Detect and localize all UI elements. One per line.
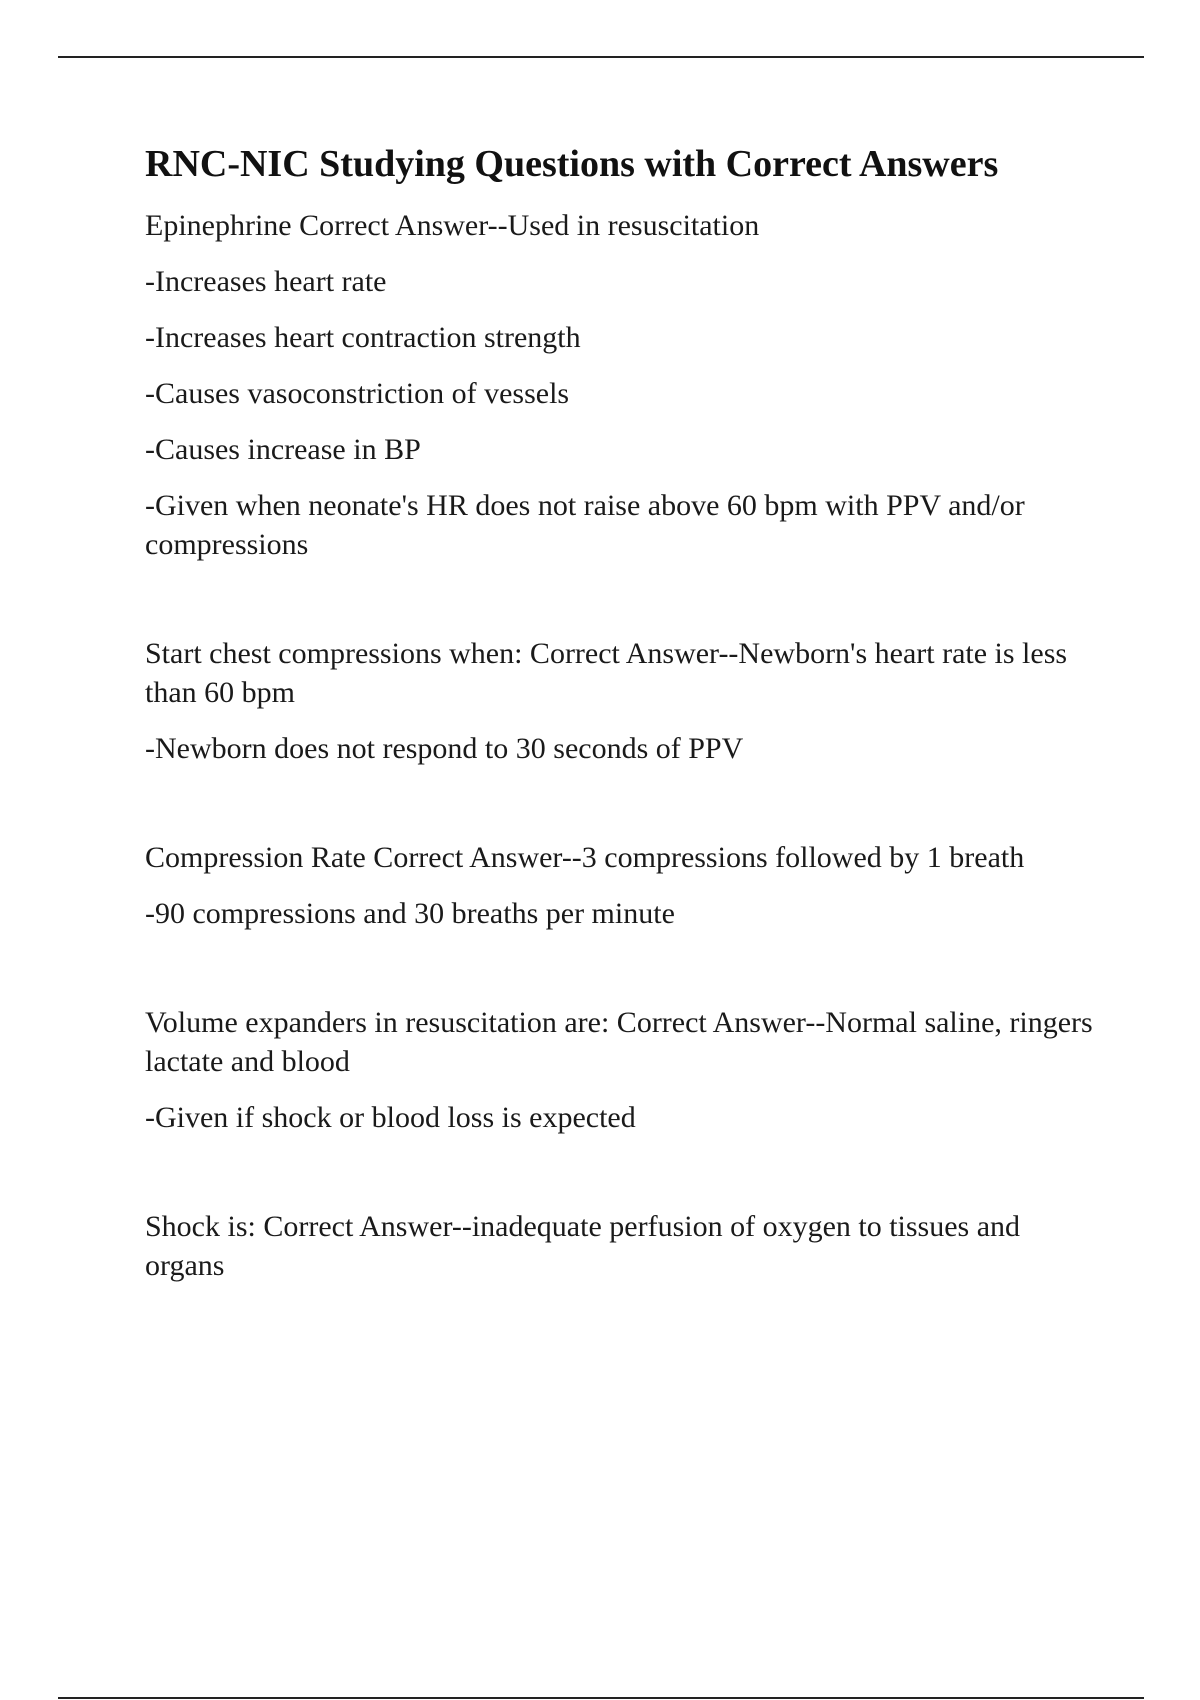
qa-answer-line: -Newborn does not respond to 30 seconds of PPV xyxy=(145,731,744,765)
qa-question-line: Epinephrine Correct Answer--Used in resuscitation xyxy=(145,208,760,242)
qa-answer-line: -Increases heart contraction strength xyxy=(145,320,581,354)
footer-rule xyxy=(58,1697,1144,1699)
qa-block-compression-rate xyxy=(145,838,1100,933)
document-body xyxy=(145,142,1100,1285)
qa-question-line: Compression Rate Correct Answer--3 compressions followed by 1 breath xyxy=(145,840,1025,874)
qa-block-epinephrine xyxy=(145,206,1100,564)
qa-answer-line: -Causes vasoconstriction of vessels xyxy=(145,376,570,410)
header-rule xyxy=(58,56,1144,58)
qa-block-shock xyxy=(145,1207,1100,1285)
qa-answer-line: -90 compressions and 30 breaths per minute xyxy=(145,896,675,930)
qa-question-line: Volume expanders in resuscitation are: Correct Answer--Normal saline, ringers lactate and blood xyxy=(145,1005,1093,1078)
qa-block-chest-compressions xyxy=(145,634,1100,768)
qa-answer-line: -Causes increase in BP xyxy=(145,432,421,466)
qa-question-line: Start chest compressions when: Correct Answer--Newborn's heart rate is less than 60 bpm xyxy=(145,636,1068,709)
qa-block-volume-expanders xyxy=(145,1003,1100,1137)
qa-answer-line: -Given if shock or blood loss is expected xyxy=(145,1100,636,1134)
document-title: RNC-NIC Studying Questions with Correct Answers xyxy=(145,143,999,185)
qa-question-line: Shock is: Correct Answer--inadequate perfusion of oxygen to tissues and organs xyxy=(145,1209,1021,1282)
qa-answer-line: -Increases heart rate xyxy=(145,264,387,298)
qa-answer-line: -Given when neonate's HR does not raise above 60 bpm with PPV and/or compressions xyxy=(145,488,1025,561)
